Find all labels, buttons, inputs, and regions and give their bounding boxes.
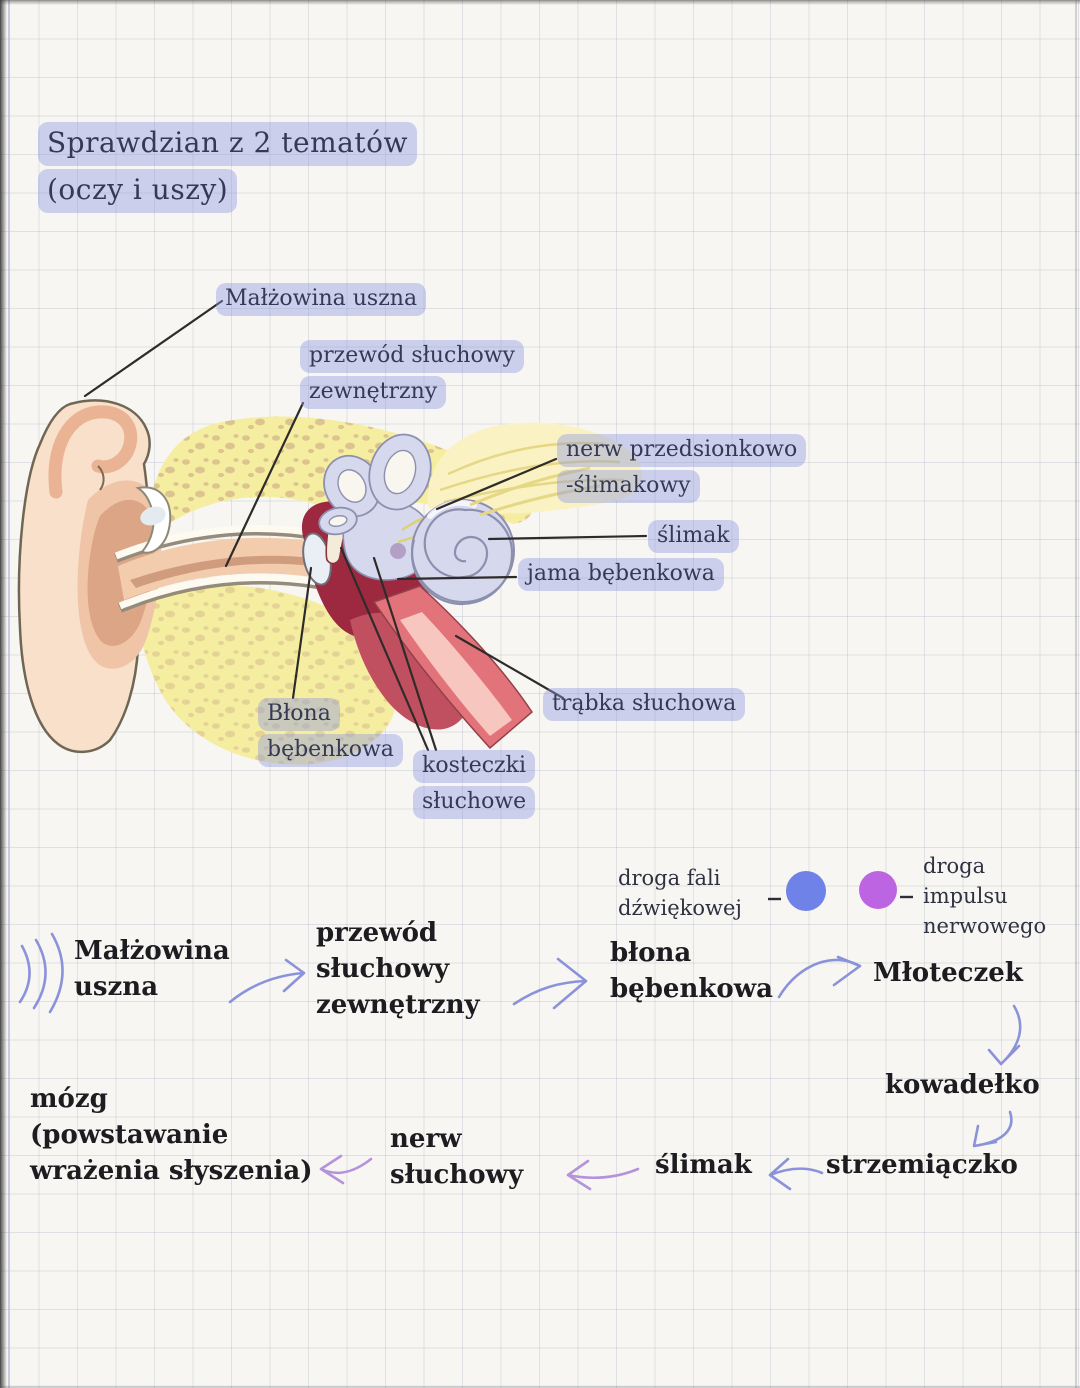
arrow-kowadelko-to-strzemiaczko — [974, 1112, 1011, 1146]
label-slimak — [648, 520, 739, 556]
page-title — [38, 122, 417, 216]
label-line: bębenkowa — [258, 734, 403, 767]
page-title-line: (oczy i uszy) — [38, 169, 237, 213]
page-edge-right — [1075, 0, 1077, 1388]
label-line: przewód słuchowy — [300, 340, 524, 373]
label-line: Małżowina uszna — [216, 283, 426, 316]
page-edge-top — [0, 0, 1080, 5]
flow-node-line: słuchowy — [390, 1159, 524, 1190]
legend-line: dźwiękowej — [618, 895, 742, 920]
label-nerw-przedsionkowo-slimakowy — [557, 434, 806, 506]
label-line: ślimak — [648, 520, 739, 553]
flow-node-line: nerw — [390, 1124, 462, 1154]
arrow-strzemiaczko-to-slimak — [770, 1159, 822, 1189]
flow-node-line: zewnętrzny — [316, 989, 480, 1020]
flow-node-line: kowadełko — [885, 1070, 1040, 1100]
arrow-nerw-to-mozg — [321, 1156, 371, 1183]
page-title-line: Sprawdzian z 2 tematów — [38, 122, 417, 166]
page-edge-left — [0, 0, 7, 1388]
flow-node-line: uszna — [74, 971, 159, 1002]
legend-nerve-impulse-path — [923, 852, 1046, 941]
flow-node-line: mózg — [30, 1084, 108, 1114]
label-trabka-sluchowa — [543, 688, 745, 724]
flow-node-line: błona — [610, 938, 692, 968]
arrow-blona-to-mloteczek — [779, 957, 860, 997]
sound-wave-icon — [20, 934, 63, 1012]
label-malzowina-uszna — [216, 283, 426, 319]
legend-sound-wave-path — [618, 864, 742, 924]
label-line: zewnętrzny — [300, 376, 446, 409]
flow-node-line: ślimak — [655, 1150, 752, 1180]
flow-node-przewod-sluchowy — [316, 916, 480, 1024]
flow-node-mozg — [30, 1082, 313, 1190]
flow-node-blona-bebenkowa — [610, 936, 773, 1008]
label-line: Błona — [258, 698, 340, 731]
flow-node-line: Małżowina — [74, 936, 230, 966]
arrow-przewod-to-blona — [514, 959, 586, 1008]
legend-line: droga fali — [618, 866, 721, 890]
legend-line: impulsu — [923, 883, 1008, 908]
flow-node-mloteczek — [873, 956, 1023, 992]
label-blona-bebenkowa — [258, 698, 403, 770]
label-line: kosteczki — [413, 750, 535, 783]
flow-node-strzemiaczko — [826, 1148, 1018, 1184]
flow-node-line: wrażenia słyszenia) — [30, 1155, 313, 1186]
arrow-slimak-to-nerw — [568, 1161, 638, 1189]
label-jama-bebenkowa — [518, 558, 724, 594]
flow-node-line: strzemiączko — [826, 1150, 1018, 1180]
legend-line: nerwowego — [923, 913, 1047, 938]
label-line: nerw przedsionkowo — [557, 434, 806, 467]
label-kosteczki-sluchowe — [413, 750, 535, 822]
flow-node-line: Młoteczek — [873, 958, 1023, 988]
flow-node-slimak — [655, 1148, 752, 1184]
label-line: -ślimakowy — [557, 470, 700, 503]
label-line: jama bębenkowa — [518, 558, 724, 591]
legend-line: droga — [923, 854, 986, 878]
legend-dot-nerve — [859, 871, 897, 909]
label-line: słuchowe — [413, 786, 535, 819]
legend-markers — [768, 871, 913, 911]
arrow-malzowina-to-przewod — [230, 960, 304, 1002]
label-line: trąbka słuchowa — [543, 688, 745, 721]
legend-dot-sound — [786, 871, 826, 911]
flow-node-nerw-sluchowy — [390, 1122, 523, 1194]
flow-node-malzowina-uszna — [74, 934, 230, 1006]
flow-node-line: bębenkowa — [610, 973, 773, 1004]
flow-node-line: (powstawanie — [30, 1119, 229, 1150]
label-przewod-sluchowy-zewnetrzny — [300, 340, 524, 412]
flow-node-kowadelko — [885, 1068, 1040, 1104]
flow-node-line: przewód — [316, 918, 438, 948]
arrow-mloteczek-to-kowadelko — [989, 1006, 1020, 1064]
page-margin-line — [8, 0, 10, 1388]
flow-node-line: słuchowy — [316, 953, 450, 984]
